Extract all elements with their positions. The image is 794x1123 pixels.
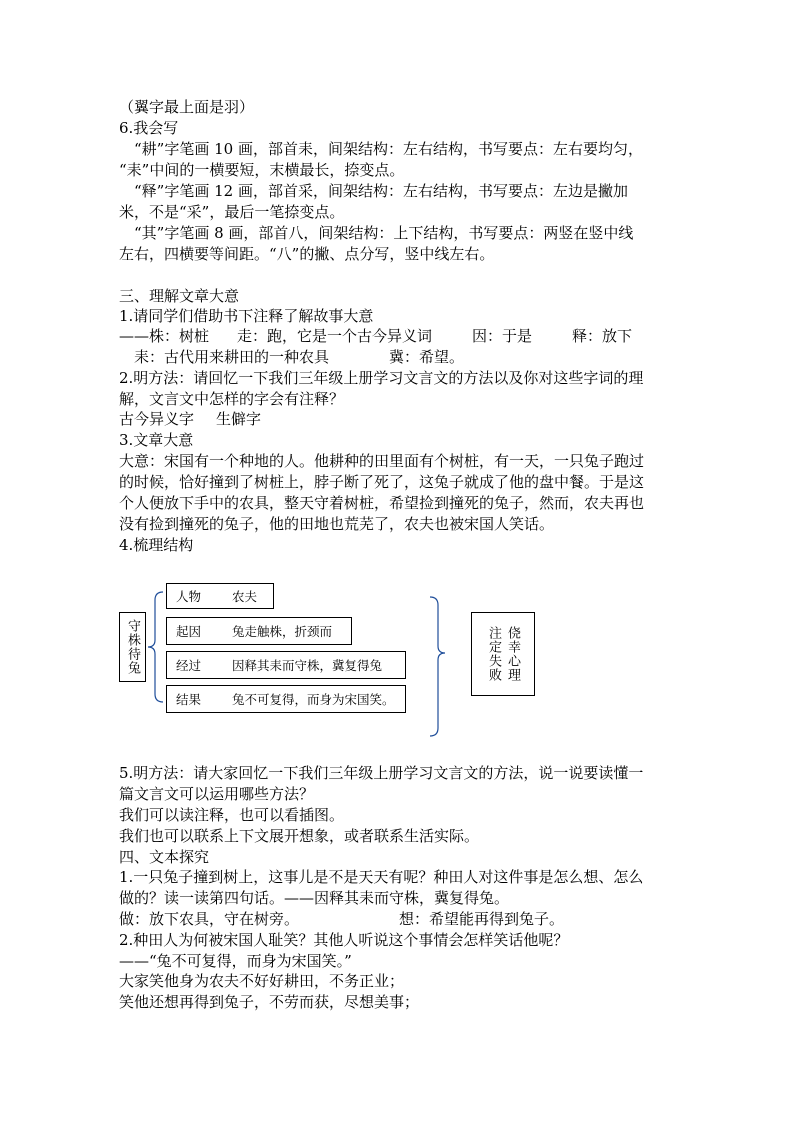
text-line: 左右，四横要等间距。“八”的撇、点分写，竖中线左右。 [119,245,495,263]
note-zou: 走：跑，它是一个古今异义词 [237,327,433,345]
result-col-luck: 侥幸心理 [505,626,520,682]
text-line: 我们也可以联系上下文展开想象，或者联系生活实际。 [119,827,480,845]
subheading: 4.梳理结构 [119,536,194,554]
item-key: 起因 [176,624,202,639]
text-line: 大家笑他身为农夫不好好耕田，不务正业； [119,972,405,990]
item-value: 兔不可复得，而身为宋国笑。 [232,692,395,707]
text-line: 2.明方法：请回忆一下我们三年级上册学习文言文的方法以及你对这些字词的理 [119,369,644,387]
diagram-title-box [119,612,146,682]
section-heading: 三、理解文章大意 [119,287,240,305]
diagram-item-character [166,583,274,609]
diagram-title: 守株待兔 [125,619,140,675]
text-line: 个人便放下手中的农具，整天守着树桩，希望捡到撞死的兔子，然而，农夫再也 [119,494,645,512]
note-yin: 因：于是 [472,327,533,345]
text-line: 5.明方法：请大家回忆一下我们三年级上册学习文言文的方法，说一说要读懂一 [119,764,644,782]
diagram-item-cause [166,617,352,645]
answer-gujin: 古今异义字 [119,410,195,428]
subheading: 6.我会写 [119,119,179,137]
item-value: 因释其耒而守株，冀复得兔 [232,658,383,673]
text-line: “耒”中间的一横要短，末横最长，捺变点。 [119,161,405,179]
diagram-item-result [166,685,406,713]
text-line: 做的？读一读第四句话。——因释其耒而守株，冀复得兔。 [119,889,510,907]
note-shi: 释：放下 [572,327,633,345]
item-value: 兔走触株，折颈而 [232,624,333,639]
answer-shengpi: 生僻字 [216,410,262,428]
text-line: 解，文言文中怎样的字会有注释？ [119,390,345,408]
item-key: 经过 [176,658,202,673]
text-line: “释”字笔画 12 画，部首采，间架结构：左右结构，书写要点：左边是撇加 [119,182,628,200]
answer-think: 想：希望能再得到兔子。 [399,910,565,928]
text-line [119,909,564,929]
result-col-fail: 注定失败 [486,626,501,682]
item-key: 人物 [176,589,202,604]
note-zhu: ——株：树桩 [119,327,210,345]
text-line: 篇文言文可以运用哪些方法？ [119,785,315,803]
section-heading: 四、文本探究 [119,848,210,866]
text-line: “耕”字笔画 10 画，部首耒，间架结构：左右结构，书写要点：左右要均匀， [119,140,643,158]
text-line: “其”字笔画 8 画，部首八，间架结构：上下结构，书写要点：两竖在竖中线 [119,224,634,242]
diagram-result-box [471,612,535,696]
text-line: （翼字最上面是羽） [119,98,255,116]
text-line: ——“兔不可复得，而身为宋国笑。” [119,952,352,970]
note-lei: 耒：古代用来耕田的一种农具 [119,348,330,366]
note-ji: 冀：希望。 [389,348,465,366]
text-line: 笑他还想再得到兔子，不劳而获，尽想美事； [119,993,420,1011]
item-value: 农夫 [232,589,258,604]
subheading: 3.文章大意 [119,431,194,449]
text-line: 没有捡到撞死的兔子，他的田地也荒芜了，农夫也被宋国人笑话。 [119,515,555,533]
text-line: 的时候，恰好撞到了树桩上，脖子断了死了，这兔子就成了他的盘中餐。于是这 [119,473,645,491]
diagram-item-process [166,651,406,679]
item-key: 结果 [176,692,202,707]
text-line: 1.请同学们借助书下注释了解故事大意 [119,307,374,325]
text-line: 1.一只兔子撞到树上，这事儿是不是天天有呢？种田人对这件事是怎么想、怎么 [119,868,644,886]
text-line: 大意：宋国有一个种地的人。他耕种的田里面有个树桩，有一天，一只兔子跑过 [119,452,645,470]
text-line: 2.种田人为何被宋国人耻笑？其他人听说这个事情会怎样笑话他呢？ [119,931,569,949]
text-line: 我们可以读注释，也可以看插图。 [119,806,345,824]
answer-do: 做：放下农具，守在树旁。 [119,910,300,928]
text-line: 米，不是“采”，最后一笔捺变点。 [119,203,345,221]
